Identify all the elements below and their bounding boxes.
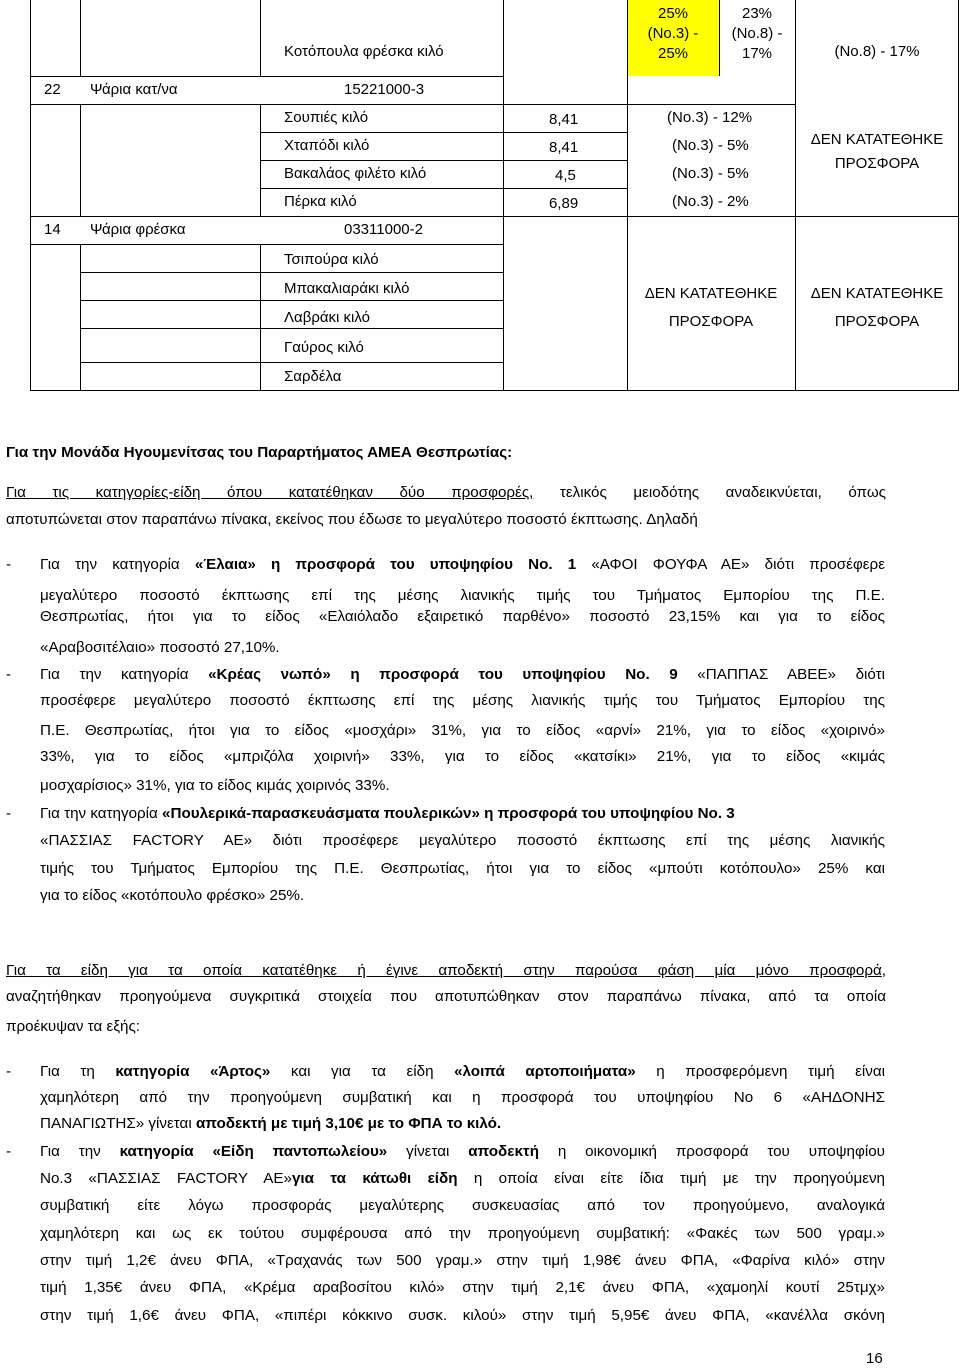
bullet-line: μεγαλύτερο ποσοστό έκπτωσης επί της μέσης λιανικής τιμής του Τμήματος Εμπορίου της Π.Ε. xyxy=(40,587,885,604)
bullet-dash: - xyxy=(6,556,12,573)
offer-line: 17% xyxy=(741,45,773,62)
bullet-line: συμβατική είτε λόγω προσφοράς μεγαλύτερης συσκευασίας από τον προηγούμενο, αναλογικά xyxy=(40,1197,885,1214)
item-name: Μπακαλιαράκι κιλό xyxy=(284,280,410,297)
intro-rest: τελικός μειοδότης αναδεικνύεται, όπως xyxy=(533,484,886,501)
bullet-dash: - xyxy=(6,1063,12,1080)
no-offer-line: ΔΕΝ ΚΑΤΑΤΕΘΗΚΕ xyxy=(644,285,778,302)
bullet-line: Για την κατηγορία «Είδη παντοπωλείου» γίνεται αποδεκτή η οικονομική προσφορά του υποψηφίου xyxy=(40,1143,885,1160)
bullet-line: Για την κατηγορία «Κρέας νωπό» η προσφορά του υποψηφίου Νο. 9 «ΠΑΠΠΑΣ ΑΒΕΕ» διότι xyxy=(40,666,886,683)
bullet-line: 33%, για το είδος «μπριζόλα χοιρινή» 33%, για το είδος «κατσίκι» 21%, για το είδος «κιμάς xyxy=(40,748,885,765)
bullet-dash: - xyxy=(6,805,12,822)
no-offer-line: ΠΡΟΣΦΟΡΑ xyxy=(834,313,920,330)
offer-value: (No.3) - 5% xyxy=(672,165,749,182)
no-offer-note xyxy=(795,280,959,336)
item-price: 8,41 xyxy=(549,111,579,128)
item-price: 4,5 xyxy=(555,167,576,184)
bullet-line: τιμής του Τμήματος Εμπορίου της Π.Ε. Θεσπρωτίας, ήτοι για το είδος «μπούτι κοτόπουλο» 25% και xyxy=(40,860,885,877)
bullet-line: μοσχαρίσιος» 31%, για το είδος κιμάς χοιρινός 33%. xyxy=(40,777,390,794)
no-offer-line: ΠΡΟΣΦΟΡΑ xyxy=(668,313,754,330)
offers-table xyxy=(30,0,959,391)
no-offer-note xyxy=(795,128,959,176)
offer-line: (No.8) - xyxy=(731,25,783,42)
no-offer-line: ΔΕΝ ΚΑΤΑΤΕΘΗΚΕ xyxy=(810,131,944,148)
offer-line: 25% xyxy=(657,45,689,62)
bullet-line: «Αραβοσιτέλαιο» ποσοστό 27,10%. xyxy=(40,639,280,656)
item-name: Σουπιές κιλό xyxy=(284,109,369,126)
offer-line: 25% xyxy=(657,5,689,22)
intro-line: αποτυπώνεται στον παραπάνω πίνακα, εκείνος που έδωσε το μεγαλύτερο ποσοστό έκπτωσης. Δηλαδή xyxy=(6,511,698,528)
no-offer-note xyxy=(627,280,795,336)
bullet-dash: - xyxy=(6,1143,12,1160)
offer-value xyxy=(719,4,795,64)
bullet-line: Για την κατηγορία «Πουλερικά-παρασκευάσματα πουλερικών» η προσφορά του υποψηφίου Νο. 3 xyxy=(40,805,735,822)
item-price: 6,89 xyxy=(549,195,579,212)
category-number: 14 xyxy=(44,221,61,238)
item-name: Χταπόδι κιλό xyxy=(284,137,370,154)
item-name: Λαβράκι κιλό xyxy=(284,309,370,326)
bullet-line: Για τη κατηγορία «Άρτος» και για τα είδη «λοιπά αρτοποιήματα» η προσφερόμενη τιμή είναι xyxy=(40,1063,885,1080)
offer-value: (No.3) - 12% xyxy=(667,109,753,126)
bullet-line: Θεσπρωτίας, ήτοι για το είδος «Ελαιόλαδο εξαιρετικό παρθένο» ποσοστό 23,15% και για το είδος xyxy=(40,608,885,625)
bullet-dash: - xyxy=(6,666,12,683)
category-code: 03311000-2 xyxy=(344,221,423,238)
bullet-line: Π.Ε. Θεσπρωτίας, ήτοι για το είδος «μοσχάρι» 31%, για το είδος «αρνί» 21%, για το είδος «χοιρινό» xyxy=(40,722,885,739)
category-number: 22 xyxy=(44,81,61,98)
bullet-line: στην τιμή 1,2€ άνευ ΦΠΑ, «Τραχανάς των 500 γραμ.» στην τιμή 1,98€ άνευ ΦΠΑ, «Φαρίνα κιλό» στην xyxy=(40,1252,885,1269)
bullet-line: Για την κατηγορία «Έλαια» η προσφορά του υποψηφίου Νο. 1 «ΑΦΟΙ ΦΟΥΦΑ ΑΕ» διότι προσέφερε xyxy=(40,556,885,573)
item-name: Πέρκα κιλό xyxy=(284,193,357,210)
bullet-line: «ΠΑΣΣΙΑΣ FACTORY AE» διότι προσέφερε μεγαλύτερο ποσοστό έκπτωσης επί της μέσης λιανικής xyxy=(40,832,885,849)
item-name: Βακαλάος φιλέτο κιλό xyxy=(284,165,427,182)
bullet-line: στην τιμή 1,6€ άνευ ΦΠΑ, «πιπέρι κόκκινο συσκ. κιλού» στην τιμή 5,95€ άνευ ΦΠΑ, «κανέλλα σκόνη xyxy=(40,1307,885,1324)
item-name: Κοτόπουλα φρέσκα κιλό xyxy=(284,43,444,60)
category-name: Ψάρια κατ/να xyxy=(90,81,178,98)
bullet-line: ΠΑΝΑΓΙΩΤΗΣ» γίνεται αποδεκτή με τιμή 3,10€ με το ΦΠΑ το κιλό. xyxy=(40,1115,502,1132)
bullet-line: Νο.3 «ΠΑΣΣΙΑΣ FACTORY AE»για τα κάτωθι είδη η οποία είναι είτε ίδια τιμή με την προηγούμενη xyxy=(40,1170,885,1187)
item-name: Γαύρος κιλό xyxy=(284,339,364,356)
offer-line: (No.3) - xyxy=(647,25,699,42)
offer-value: (No.8) - 17% xyxy=(834,43,920,60)
offer-value xyxy=(627,4,719,64)
no-offer-line: ΔΕΝ ΚΑΤΑΤΕΘΗΚΕ xyxy=(810,285,944,302)
category-code: 15221000-3 xyxy=(344,81,425,98)
section2-line: Για τα είδη για τα οποία κατατέθηκε ή έγινε αποδεκτή στην παρούσα φάση μία μόνο προσφορά, xyxy=(6,962,886,979)
offer-line: 23% xyxy=(741,5,773,22)
item-name: Σαρδέλα xyxy=(284,368,342,385)
bullet-line: χαμηλότερη και ως εκ τούτου συμφέρουσα από την προηγούμενη συμβατική: «Φακές των 500 γραμ.» xyxy=(40,1225,885,1242)
bullet-line: για το είδος «κοτόπουλο φρέσκο» 25%. xyxy=(40,887,305,904)
bullet-line: χαμηλότερη από την προηγούμενη συμβατική και η προσφορά του υποψηφίου Νο 6 «ΑΗΔΟΝΗΣ xyxy=(40,1089,885,1106)
section-heading: Για την Μονάδα Ηγουμενίτσας του Παραρτήματος ΑΜΕΑ Θεσπρωτίας: xyxy=(6,444,513,461)
offer-value: (No.3) - 2% xyxy=(672,193,749,210)
item-name: Τσιπούρα κιλό xyxy=(284,251,379,268)
no-offer-line: ΠΡΟΣΦΟΡΑ xyxy=(834,155,920,172)
section2-line: προέκυψαν τα εξής: xyxy=(6,1018,140,1035)
category-name: Ψάρια φρέσκα xyxy=(90,221,186,238)
item-price: 8,41 xyxy=(549,139,579,156)
intro-underlined: Για τις κατηγορίες-είδη όπου κατατέθηκαν δύο προσφορές, xyxy=(6,484,534,501)
bullet-line: προσέφερε μεγαλύτερο ποσοστό έκπτωσης επί της μέσης λιανικής τιμής του Τμήματος Εμπορίου της xyxy=(40,692,885,709)
page-number: 16 xyxy=(866,1350,883,1367)
section2-line: αναζητήθηκαν προηγούμενα συγκριτικά στοιχεία που αποτυπώθηκαν στον παραπάνω πίνακα, από τα οποία xyxy=(6,988,886,1005)
bullet-line: τιμή 1,35€ άνευ ΦΠΑ, «Κρέμα αραβοσίτου κιλό» στην τιμή 2,1€ άνευ ΦΠΑ, «χαμοηλί κουτί 25τμχ» xyxy=(40,1279,885,1296)
offer-value: (No.3) - 5% xyxy=(672,137,749,154)
